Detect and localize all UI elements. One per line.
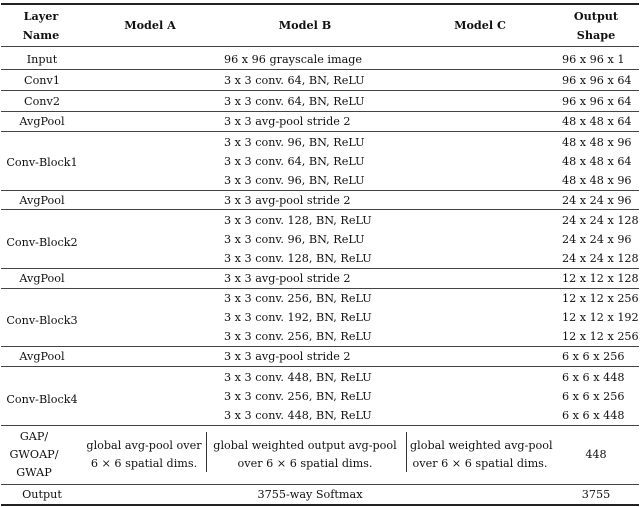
- row-block3-shape-2: 12 x 12 x 192: [562, 311, 639, 324]
- header-model-b: Model B: [278, 18, 332, 32]
- row-conv1-layer: Conv1: [24, 74, 60, 87]
- row-conv2-desc: 3 x 3 conv. 64, BN, ReLU: [224, 95, 365, 108]
- row-gap-shape: 448: [585, 448, 607, 461]
- row-block4-desc-2: 3 x 3 conv. 256, BN, ReLU: [224, 390, 372, 403]
- header-output: Output: [573, 9, 619, 23]
- row-gap-model-a-2: 6 × 6 spatial dims.: [90, 457, 198, 470]
- header-model-a: Model A: [124, 18, 176, 32]
- row-pool4-layer: AvgPool: [19, 350, 65, 363]
- top-rule: [1, 3, 639, 5]
- row-gap-model-a-1: global avg-pool over: [86, 439, 202, 452]
- header-model-c: Model C: [454, 18, 506, 32]
- row-pool1-desc: 3 x 3 avg-pool stride 2: [224, 115, 351, 128]
- row-block3-desc-1: 3 x 3 conv. 256, BN, ReLU: [224, 292, 372, 305]
- row-block2-desc-3: 3 x 3 conv. 128, BN, ReLU: [224, 252, 372, 265]
- row-pool3-shape: 12 x 12 x 128: [562, 272, 639, 285]
- header-layer: Layer: [23, 9, 59, 23]
- row-block1-desc-3: 3 x 3 conv. 96, BN, ReLU: [224, 174, 365, 187]
- row-block4-desc-1: 3 x 3 conv. 448, BN, ReLU: [224, 371, 372, 384]
- row-gap-model-b-1: global weighted output avg-pool: [213, 439, 397, 452]
- row-rule: [1, 268, 639, 269]
- row-rule: [1, 209, 639, 210]
- row-conv1-shape: 96 x 96 x 64: [562, 74, 632, 87]
- row-block3-desc-3: 3 x 3 conv. 256, BN, ReLU: [224, 330, 372, 343]
- row-conv2-shape: 96 x 96 x 64: [562, 95, 632, 108]
- header-name: Name: [22, 28, 60, 42]
- row-input-layer: Input: [26, 53, 58, 66]
- row-pool2-layer: AvgPool: [19, 194, 65, 207]
- row-block2-shape-1: 24 x 24 x 128: [562, 214, 639, 227]
- row-block4-layer: Conv-Block4: [6, 393, 78, 406]
- row-pool3-desc: 3 x 3 avg-pool stride 2: [224, 272, 351, 285]
- row-rule: [1, 346, 639, 347]
- row-output-shape: 3755: [581, 488, 611, 501]
- row-gap-layer-3: GWAP: [16, 466, 52, 479]
- row-block1-shape-1: 48 x 48 x 96: [562, 136, 632, 149]
- row-output-desc: 3755-way Softmax: [257, 488, 363, 501]
- row-rule: [1, 425, 639, 426]
- row-gap-model-c-2: over 6 × 6 spatial dims.: [412, 457, 548, 470]
- row-gap-model-b-2: over 6 × 6 spatial dims.: [237, 457, 373, 470]
- row-rule: [1, 69, 639, 70]
- row-gap-layer-1: GAP/: [19, 430, 49, 443]
- row-pool1-layer: AvgPool: [19, 115, 65, 128]
- row-block1-desc-2: 3 x 3 conv. 64, BN, ReLU: [224, 155, 365, 168]
- row-rule: [1, 131, 639, 132]
- row-rule: [1, 111, 639, 112]
- row-block4-shape-2: 6 x 6 x 256: [562, 390, 625, 403]
- row-input-desc: 96 x 96 grayscale image: [224, 53, 363, 66]
- column-divider: [206, 432, 207, 472]
- row-block1-shape-2: 48 x 48 x 64: [562, 155, 632, 168]
- row-block3-layer: Conv-Block3: [6, 314, 78, 327]
- row-block3-shape-1: 12 x 12 x 256: [562, 292, 639, 305]
- row-block1-shape-3: 48 x 48 x 96: [562, 174, 632, 187]
- row-block1-layer: Conv-Block1: [6, 156, 78, 169]
- row-block1-desc-1: 3 x 3 conv. 96, BN, ReLU: [224, 136, 365, 149]
- row-pool4-desc: 3 x 3 avg-pool stride 2: [224, 350, 351, 363]
- row-rule: [1, 366, 639, 367]
- column-divider: [406, 432, 407, 472]
- bottom-rule: [1, 504, 639, 506]
- row-pool2-shape: 24 x 24 x 96: [562, 194, 632, 207]
- row-rule: [1, 90, 639, 91]
- row-pool3-layer: AvgPool: [19, 272, 65, 285]
- header-shape: Shape: [576, 28, 616, 42]
- row-output-layer: Output: [22, 488, 62, 501]
- row-gap-model-c-1: global weighted avg-pool: [410, 439, 553, 452]
- row-input-shape: 96 x 96 x 1: [562, 53, 625, 66]
- row-block3-shape-3: 12 x 12 x 256: [562, 330, 639, 343]
- row-pool4-shape: 6 x 6 x 256: [562, 350, 625, 363]
- row-block4-desc-3: 3 x 3 conv. 448, BN, ReLU: [224, 409, 372, 422]
- row-block2-shape-2: 24 x 24 x 96: [562, 233, 632, 246]
- row-pool1-shape: 48 x 48 x 64: [562, 115, 632, 128]
- row-block4-shape-3: 6 x 6 x 448: [562, 409, 625, 422]
- row-conv1-desc: 3 x 3 conv. 64, BN, ReLU: [224, 74, 365, 87]
- row-block2-shape-3: 24 x 24 x 128: [562, 252, 639, 265]
- row-rule: [1, 484, 639, 485]
- row-block4-shape-1: 6 x 6 x 448: [562, 371, 625, 384]
- row-gap-layer-2: GWOAP/: [9, 448, 59, 461]
- row-block3-desc-2: 3 x 3 conv. 192, BN, ReLU: [224, 311, 372, 324]
- row-conv2-layer: Conv2: [24, 95, 60, 108]
- row-pool2-desc: 3 x 3 avg-pool stride 2: [224, 194, 351, 207]
- row-block2-layer: Conv-Block2: [6, 236, 78, 249]
- row-rule: [1, 190, 639, 191]
- row-block2-desc-2: 3 x 3 conv. 96, BN, ReLU: [224, 233, 365, 246]
- row-rule: [1, 288, 639, 289]
- header-rule: [1, 46, 639, 47]
- row-block2-desc-1: 3 x 3 conv. 128, BN, ReLU: [224, 214, 372, 227]
